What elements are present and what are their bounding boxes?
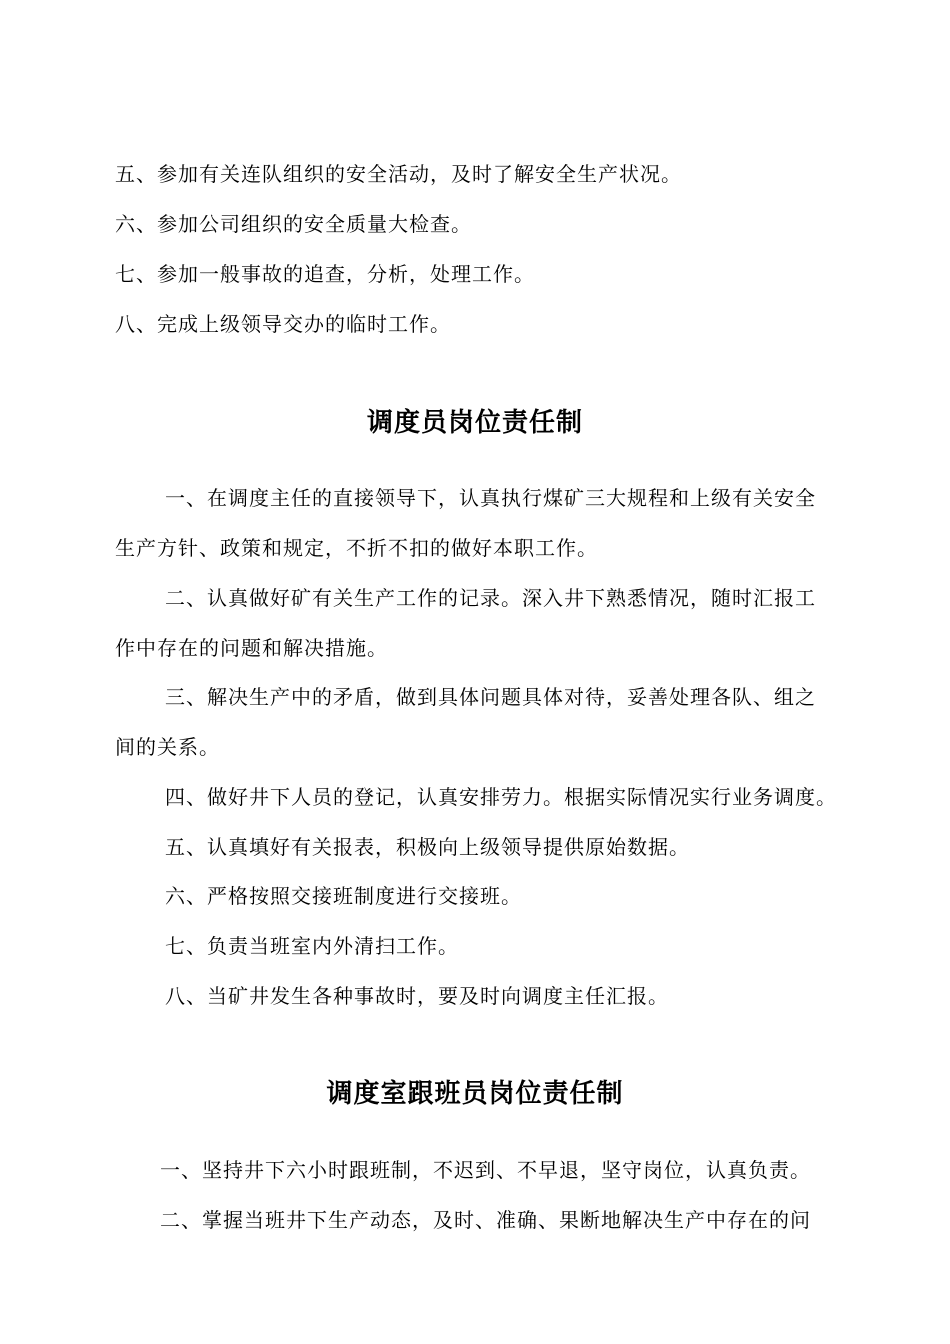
section1-line: 间的关系。 bbox=[115, 735, 220, 759]
intro-item-5: 五、参加有关连队组织的安全活动，及时了解安全生产状况。 bbox=[115, 162, 682, 186]
section1-line: 六、严格按照交接班制度进行交接班。 bbox=[165, 884, 522, 908]
section1-line: 七、负责当班室内外清扫工作。 bbox=[165, 934, 459, 958]
section2-line: 二、掌握当班井下生产动态，及时、准确、果断地解决生产中存在的问 bbox=[160, 1208, 811, 1232]
intro-item-6: 六、参加公司组织的安全质量大检查。 bbox=[115, 212, 472, 236]
section-title-shift-follower: 调度室跟班员岗位责任制 bbox=[326, 1079, 624, 1109]
section1-line: 作中存在的问题和解决措施。 bbox=[115, 636, 388, 660]
section-title-dispatcher: 调度员岗位责任制 bbox=[366, 408, 583, 438]
section1-line: 三、解决生产中的矛盾，做到具体问题具体对待，妥善处理各队、组之 bbox=[165, 685, 816, 709]
section1-line: 生产方针、政策和规定，不折不扣的做好本职工作。 bbox=[115, 536, 598, 560]
section2-line: 一、坚持井下六小时跟班制，不迟到、不早退，坚守岗位，认真负责。 bbox=[160, 1158, 811, 1182]
intro-item-7: 七、参加一般事故的追查，分析，处理工作。 bbox=[115, 262, 535, 286]
section1-line: 一、在调度主任的直接领导下，认真执行煤矿三大规程和上级有关安全 bbox=[165, 486, 816, 510]
intro-item-8: 八、完成上级领导交办的临时工作。 bbox=[115, 312, 451, 336]
section1-line: 二、认真做好矿有关生产工作的记录。深入井下熟悉情况，随时汇报工 bbox=[165, 586, 816, 610]
section1-line: 四、做好井下人员的登记，认真安排劳力。根据实际情况实行业务调度。 bbox=[165, 785, 837, 809]
section1-line: 五、认真填好有关报表，积极向上级领导提供原始数据。 bbox=[165, 835, 690, 859]
section1-line: 八、当矿井发生各种事故时，要及时向调度主任汇报。 bbox=[165, 984, 669, 1008]
